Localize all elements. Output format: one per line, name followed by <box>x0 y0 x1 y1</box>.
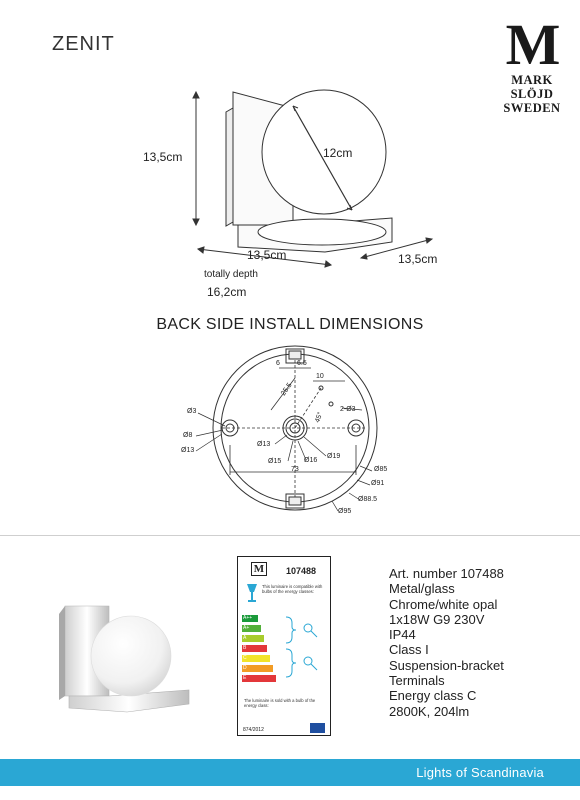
label-d3: Ø3 <box>187 408 197 415</box>
label-d13-left: Ø13 <box>181 447 195 454</box>
energy-label <box>237 556 331 736</box>
logo-line-2: SLÖJD <box>510 87 554 101</box>
label-d88-5: Ø88.5 <box>358 496 378 503</box>
label-a6: 6 <box>276 360 280 367</box>
spec-mounting: Suspension-bracket <box>389 657 504 673</box>
height-label: 13,5cm <box>143 150 183 164</box>
label-d91: Ø91 <box>371 480 385 487</box>
energy-class-scale <box>242 615 276 685</box>
install-section-title: BACK SIDE INSTALL DIMENSIONS <box>156 316 424 333</box>
label-w73: 73 <box>291 466 299 473</box>
footer-tagline: Lights of Scandinavia <box>416 765 544 780</box>
label-compatible-note: This luminaire is compatible with bulbs of the energy classes: <box>262 584 323 594</box>
label-d8: Ø8 <box>183 432 193 439</box>
label-article-number: 107488 <box>286 566 317 576</box>
logo-line-1: MARK <box>511 73 553 87</box>
eu-flag-icon <box>310 723 325 733</box>
lamp-icon <box>244 582 260 604</box>
spec-bulb: 1x18W G9 230V <box>389 611 485 627</box>
label-a10: 10 <box>316 373 324 380</box>
label-a45: 45° <box>314 411 325 424</box>
label-regulation: 874/2012 <box>243 727 264 733</box>
spec-list <box>389 566 504 719</box>
label-d19: Ø19 <box>327 453 341 460</box>
width-label: 13,5cm <box>247 248 287 262</box>
energy-class-a: A <box>242 635 264 642</box>
energy-class-b-excluded: B <box>242 645 267 652</box>
height-dimension <box>193 92 199 225</box>
label-holes: 2-Ø3 <box>340 406 356 413</box>
energy-class-d: D <box>242 665 273 672</box>
spec-energy-class: Energy class C <box>389 688 477 704</box>
energy-class-c: C <box>242 655 270 662</box>
back-plate-drawing <box>196 346 377 511</box>
spec-class: Class I <box>389 642 429 658</box>
spec-article: Art. number 107488 <box>389 566 504 581</box>
depth-label: 13,5cm <box>398 252 438 266</box>
product-photo <box>57 600 197 720</box>
energy-class-e: E <box>242 675 276 682</box>
logo-letter: M <box>505 12 559 77</box>
energy-class-a-plus-plus: A++ <box>242 615 258 622</box>
diameter-label: 12cm <box>323 146 353 160</box>
lamp-line-drawing <box>226 90 392 252</box>
label-d13-center: Ø13 <box>257 441 271 448</box>
label-a6-5: 6.5 <box>297 360 307 367</box>
product-title: ZENIT <box>52 33 115 55</box>
label-logo: M <box>251 562 267 576</box>
spec-terminals: Terminals <box>389 673 445 689</box>
spec-finish: Chrome/white opal <box>389 596 498 612</box>
section-divider <box>0 535 580 536</box>
footer-bar <box>0 759 580 786</box>
label-d16: Ø16 <box>304 457 318 464</box>
energy-brackets <box>284 615 324 685</box>
label-d15: Ø15 <box>268 458 282 465</box>
label-sold-note: The luminaire is sold with a bulb of the energy class: <box>244 698 316 708</box>
label-d95: Ø95 <box>338 508 352 515</box>
spec-material: Metal/glass <box>389 581 455 597</box>
spec-ip-rating: IP44 <box>389 627 416 643</box>
spec-light-output: 2800K, 204lm <box>389 703 470 719</box>
label-d85: Ø85 <box>374 466 388 473</box>
logo-line-3: SWEDEN <box>503 101 561 115</box>
label-a25-5: 25.5 <box>280 381 294 398</box>
total-depth-label: 16,2cm <box>207 285 247 299</box>
energy-class-a-plus: A+ <box>242 625 261 632</box>
total-depth-caption: totally depth <box>204 269 258 280</box>
